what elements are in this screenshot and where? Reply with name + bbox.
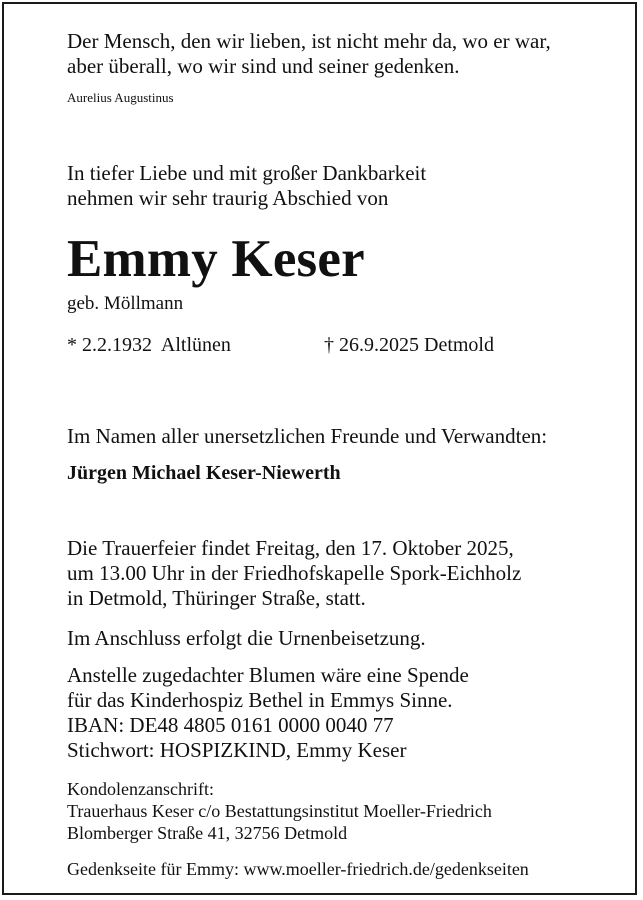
iban-line: IBAN: DE48 4805 0161 0000 0040 77	[67, 713, 394, 737]
intro-line: nehmen wir sehr traurig Abschied von	[67, 186, 389, 210]
donation-line: Anstelle zugedachter Blumen wäre eine Spende	[67, 663, 469, 687]
mourner-name: Jürgen Michael Keser-Niewerth	[67, 462, 341, 484]
mourners-intro: Im Namen aller unersetzlichen Freunde und Verwandten:	[67, 424, 548, 448]
quote-line: aber überall, wo wir sind und seiner gedenken.	[67, 54, 460, 78]
funeral-line: in Detmold, Thüringer Straße, statt.	[67, 586, 366, 610]
quote	[67, 29, 551, 79]
condolence-address	[67, 778, 492, 844]
keyword-line: Stichwort: HOSPIZKIND, Emmy Keser	[67, 738, 407, 762]
urn-burial-note: Im Anschluss erfolgt die Urnenbeisetzung.	[67, 626, 426, 650]
funeral-line: Die Trauerfeier findet Freitag, den 17. Oktober 2025,	[67, 536, 514, 560]
condolence-line: Blomberger Straße 41, 32756 Detmold	[67, 823, 348, 843]
deceased-name: Emmy Keser	[67, 230, 365, 288]
quote-line: Der Mensch, den wir lieben, ist nicht mehr da, wo er war,	[67, 29, 551, 53]
memorial-page-note: Gedenkseite für Emmy: www.moeller-friedrich.de/gedenkseiten	[67, 859, 529, 879]
funeral-details	[67, 536, 521, 611]
condolence-line: Kondolenzanschrift:	[67, 779, 214, 799]
donation-info	[67, 663, 469, 763]
quote-author: Aurelius Augustinus	[67, 90, 174, 105]
death-info: † 26.9.2025 Detmold	[324, 334, 494, 356]
intro-line: In tiefer Liebe und mit großer Dankbarkeit	[67, 161, 427, 185]
maiden-name: geb. Möllmann	[67, 293, 184, 314]
intro-text	[67, 161, 426, 211]
donation-line: für das Kinderhospiz Bethel in Emmys Sinne.	[67, 688, 453, 712]
condolence-line: Trauerhaus Keser c/o Bestattungsinstitut Moeller-Friedrich	[67, 801, 492, 821]
funeral-line: um 13.00 Uhr in der Friedhofskapelle Spork-Eichholz	[67, 561, 522, 585]
birth-info: * 2.2.1932 Altlünen	[67, 334, 231, 356]
